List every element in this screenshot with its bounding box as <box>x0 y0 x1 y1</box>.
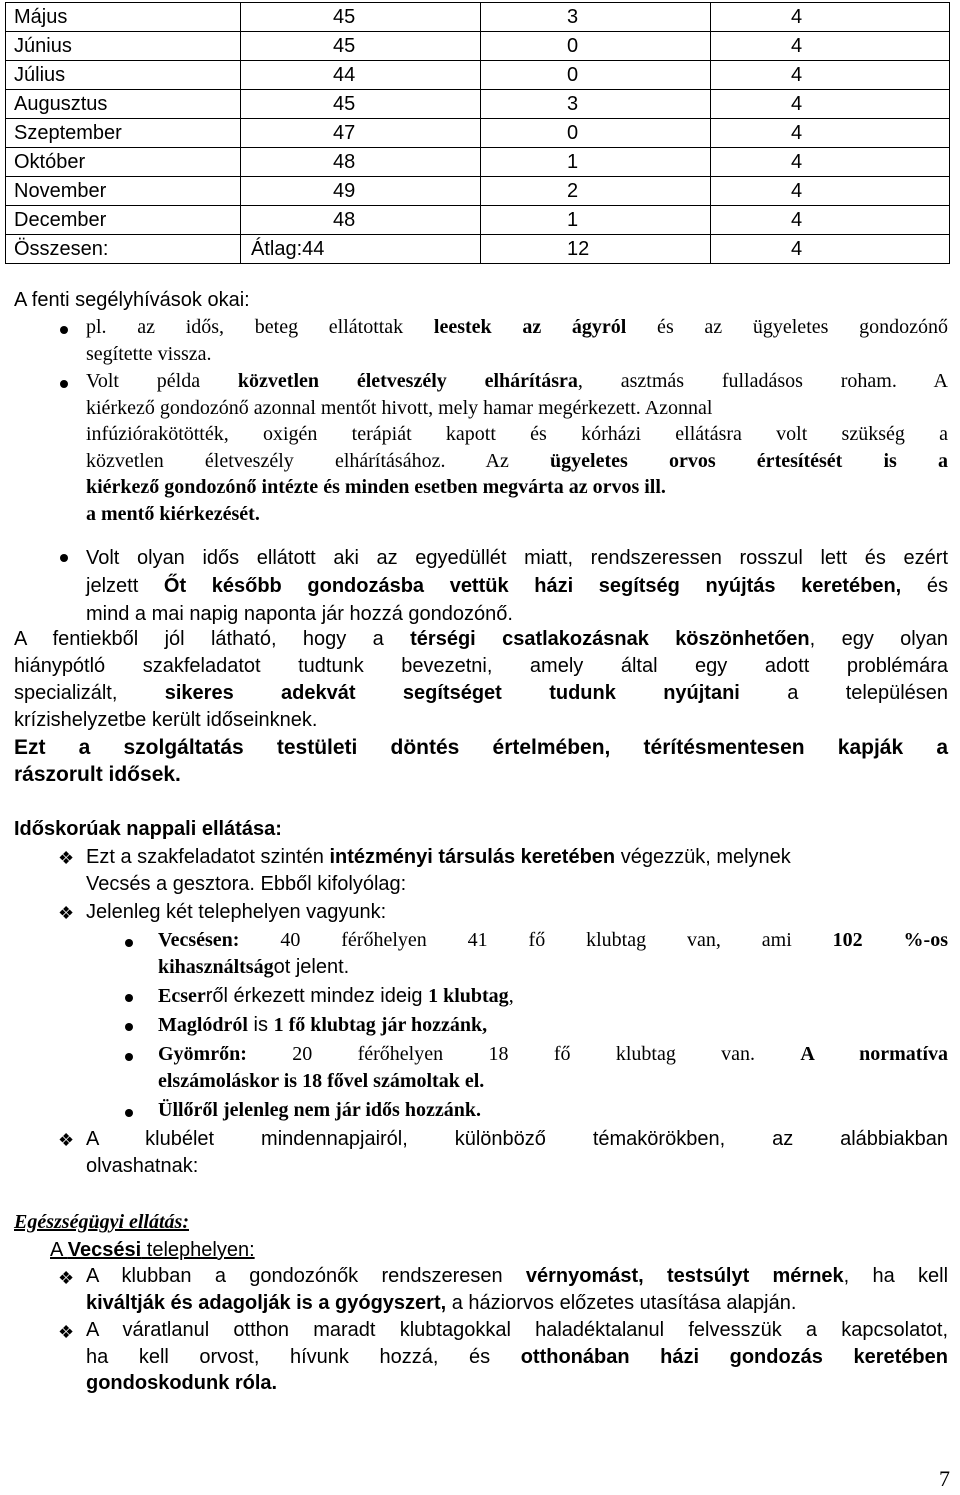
table-row <box>6 32 950 61</box>
table-cell: Július <box>6 61 241 90</box>
health-heading: Egészségügyi ellátás: <box>14 1211 189 1233</box>
table-cell: 45 <box>241 32 481 61</box>
reason-fall: pl. az idős, beteg ellátottak leestek az ágyról és az ügyeletes gondozónő segítette vissza. <box>86 316 948 365</box>
site-ecser: Ecserről érkezett mindez ideig 1 klubtag, <box>158 985 514 1007</box>
table-cell: November <box>6 177 241 206</box>
table-cell: 45 <box>241 3 481 32</box>
table-cell: Szeptember <box>6 119 241 148</box>
table-cell: Átlag:44 <box>241 235 481 264</box>
table-cell: 4 <box>711 148 950 177</box>
table-cell: 4 <box>711 90 950 119</box>
table-cell: 3 <box>481 3 711 32</box>
daycare-intro: Ezt a szakfeladatot szintén intézményi társulás keretében végezzük, melynek Vecsés a gesztora. Ebből kifolyólag: <box>86 846 791 895</box>
table-cell: 48 <box>241 148 481 177</box>
bullet-dot <box>60 380 68 388</box>
table-row <box>6 148 950 177</box>
table-cell: 4 <box>711 235 950 264</box>
table-row <box>6 3 950 32</box>
table-cell: 0 <box>481 61 711 90</box>
table-cell: 0 <box>481 119 711 148</box>
table-cell: 4 <box>711 32 950 61</box>
table-cell: December <box>6 206 241 235</box>
table-cell: 44 <box>241 61 481 90</box>
daycare-heading: Időskorúak nappali ellátása: <box>14 818 282 840</box>
page-number: 7 <box>939 1466 950 1491</box>
health-measure: A klubban a gondozónők rendszeresen vérnyomást, testsúlyt mérnek, ha kell kiváltják és adagolják is a gyógyszert, a háziorvos előzetes utasítása alapján. <box>86 1265 949 1314</box>
table-cell: 4 <box>711 206 950 235</box>
site-ullo: Üllőről jelenleg nem jár idős hozzánk. <box>158 1099 481 1121</box>
table-cell: 12 <box>481 235 711 264</box>
table-row <box>6 61 950 90</box>
bullet-dot <box>125 994 133 1002</box>
table-cell: 48 <box>241 206 481 235</box>
table-cell: 4 <box>711 61 950 90</box>
diamond-bullet-icon: ❖ <box>58 1268 75 1288</box>
bullet-dot <box>125 1023 133 1031</box>
table-row <box>6 177 950 206</box>
table-row <box>6 235 950 264</box>
table-row <box>6 206 950 235</box>
club-life: A klubélet mindennapjairól, különböző témakörökben, az alábbiakban olvashatnak: <box>86 1128 948 1177</box>
summary-paragraph: A fentiekből jól látható, hogy a térségi csatlakozásnak köszönhetően, egy olyan hiánypótló szakfeladatot tudtunk bevezetni, amely által egy adott problémára specializált, sikeres adekvát segítséget tudunk nyújtani a településen krízishelyzetbe került időseinknek. Ezt a szolgáltatás testületi döntés értelmében, térítésmentesen kapják a rászorult idősek. <box>14 628 949 786</box>
table-cell: 1 <box>481 206 711 235</box>
reasons-intro: A fenti segélyhívások okai: <box>14 289 250 311</box>
table-cell: 2 <box>481 177 711 206</box>
reason-lonely: Volt olyan idős ellátott aki az egyedüllét miatt, rendszeressen rosszul lett és ezért jelzett Őt később gondozásba vettük házi segítség nyújtás keretében, és mind a mai napig naponta jár hozzá gondozónő. <box>86 547 948 625</box>
table-cell: Augusztus <box>6 90 241 119</box>
diamond-bullet-icon: ❖ <box>58 1130 75 1150</box>
table-cell: 4 <box>711 119 950 148</box>
table-cell: Október <box>6 148 241 177</box>
health-site-label: A Vecsési telephelyen: <box>50 1239 255 1261</box>
bullet-dot <box>125 1109 133 1117</box>
table-cell: Június <box>6 32 241 61</box>
bullet-dot <box>125 939 133 947</box>
site-vecses: Vecsésen: 40 férőhelyen 41 fő klubtag van, ami 102 %-os kihasználtságot jelent. <box>158 929 948 978</box>
reason-asthma: Volt példa közvetlen életveszély elhárításra, asztmás fulladásos roham. A kiérkező gondozónő azonnal mentőt hivott, mely hamar megérkezett. Azonnal infúziórakötötték, oxigén terápiát kapott és kórházi ellátásra volt szükség a közvetlen életveszély elhárításához. Az ügyeletes orvos értesítését is a kiérkező gondozónő intézte és minden esetben megvárta az orvos ill. a mentő kiérkezését. <box>86 370 948 525</box>
diamond-bullet-icon: ❖ <box>58 848 75 868</box>
table-cell: 1 <box>481 148 711 177</box>
table-cell: 4 <box>711 177 950 206</box>
table-cell: Május <box>6 3 241 32</box>
site-gyomro: Gyömrőn: 20 férőhelyen 18 fő klubtag van. A normatíva elszámoláskor is 18 fővel számoltak el. <box>158 1043 948 1092</box>
site-maglod: Maglódról is 1 fő klubtag jár hozzánk, <box>158 1014 488 1036</box>
table-cell: 4 <box>711 3 950 32</box>
diamond-bullet-icon: ❖ <box>58 903 75 923</box>
table-row <box>6 119 950 148</box>
table-cell: 45 <box>241 90 481 119</box>
diamond-bullet-icon: ❖ <box>58 1322 75 1342</box>
table-cell: 0 <box>481 32 711 61</box>
monthly-calls-table <box>5 2 950 264</box>
table-cell: 49 <box>241 177 481 206</box>
table-row <box>6 90 950 119</box>
bullet-dot <box>60 326 68 334</box>
table-cell: 47 <box>241 119 481 148</box>
daycare-sites: Jelenleg két telephelyen vagyunk: <box>86 901 387 923</box>
table-cell: Összesen: <box>6 235 241 264</box>
bullet-dot <box>125 1053 133 1061</box>
table-cell: 3 <box>481 90 711 119</box>
bullet-dot <box>60 554 68 562</box>
health-home: A váratlanul otthon maradt klubtagokkal haladéktalanul felvesszük a kapcsolatot, ha kell orvost, hívunk hozzá, és otthonában házi gondozás keretében gondoskodunk róla. <box>86 1319 948 1394</box>
